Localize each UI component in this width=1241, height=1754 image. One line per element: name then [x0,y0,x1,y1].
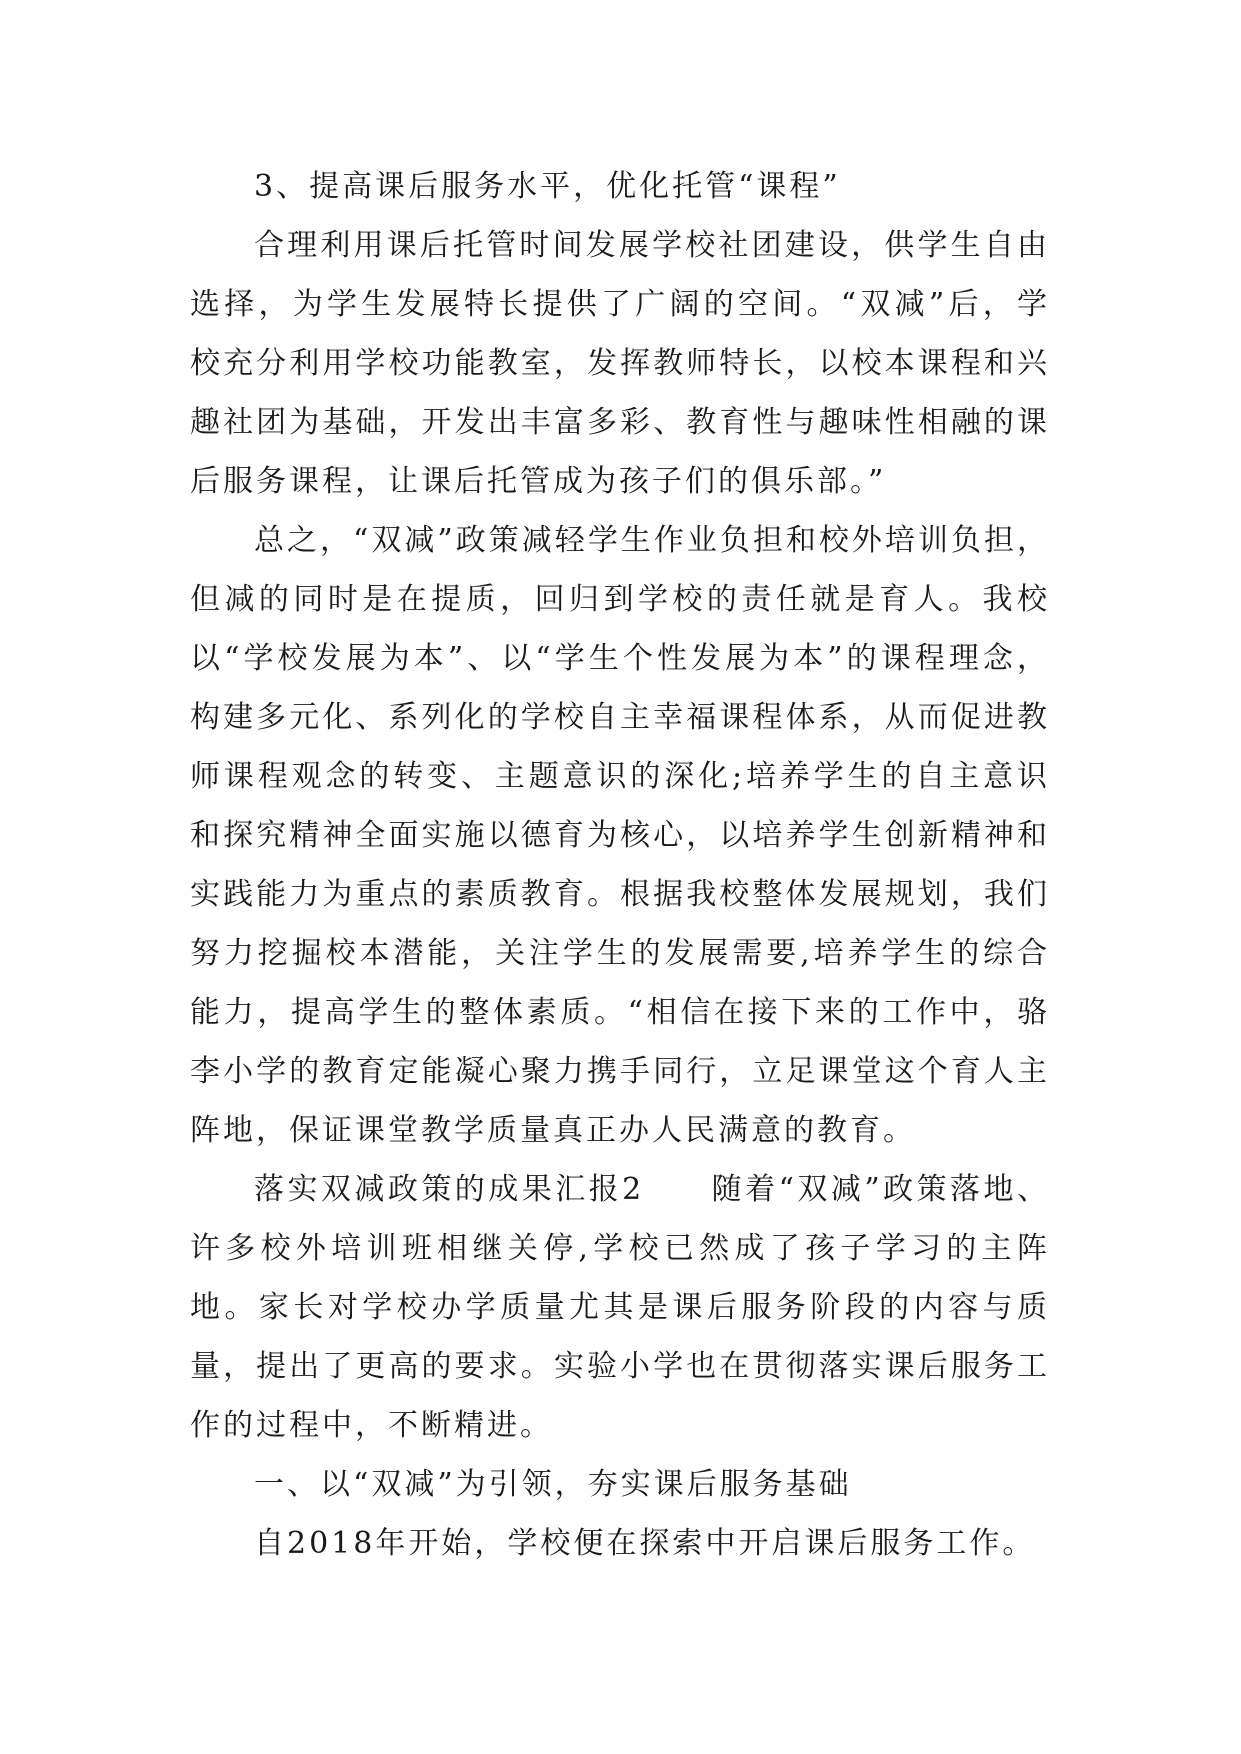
document-body [190,157,1050,1573]
paragraph-club-building: 合理利用课后托管时间发展学校社团建设，供学生自由选择，为学生发展特长提供了广阔的空间。“双减”后，学校充分利用学校功能教室，发挥教师特长，以校本课程和兴趣社团为基础，开发出丰富多彩、教育性与趣味性相融的课后服务课程，让课后托管成为孩子们的俱乐部。” [190,228,1050,499]
paragraph-section-heading-1: 一、以“双减”为引领，夯实课后服务基础 [254,1467,852,1502]
paragraph-since-2018: 自2018年开始，学校便在探索中开启课后服务工作。 [254,1526,1036,1561]
paragraph-summary: 总之，“双减”政策减轻学生作业负担和校外培训负担，但减的同时是在提质，回归到学校的责任就是育人。我校以“学校发展为本”、以“学生个性发展为本”的课程理念，构建多元化、系列化的学校自主幸福课程体系，从而促进教师课程观念的转变、主题意识的深化;培养学生的自主意识和探究精神全面实施以德育为核心，以培养学生创新精神和实践能力为重点的素质教育。根据我校整体发展规划，我们努力挖掘校本潜能，关注学生的发展需要,培养学生的综合能力，提高学生的整体素质。“相信在接下来的工作中，骆李小学的教育定能凝心聚力携手同行，立足课堂这个育人主阵地，保证课堂教学质量真正办人民满意的教育。 [190,523,1050,1148]
paragraph-report-2-intro: 落实双减政策的成果汇报2 随着“双减”政策落地、许多校外培训班相继关停,学校已然成了孩子学习的主阵地。家长对学校办学质量尤其是课后服务阶段的内容与质量，提出了更高的要求。实验小学也在贯彻落实课后服务工作的过程中，不断精进。 [190,1172,1050,1443]
paragraph-section-heading-3: 3、提高课后服务水平，优化托管“课程” [254,169,841,204]
